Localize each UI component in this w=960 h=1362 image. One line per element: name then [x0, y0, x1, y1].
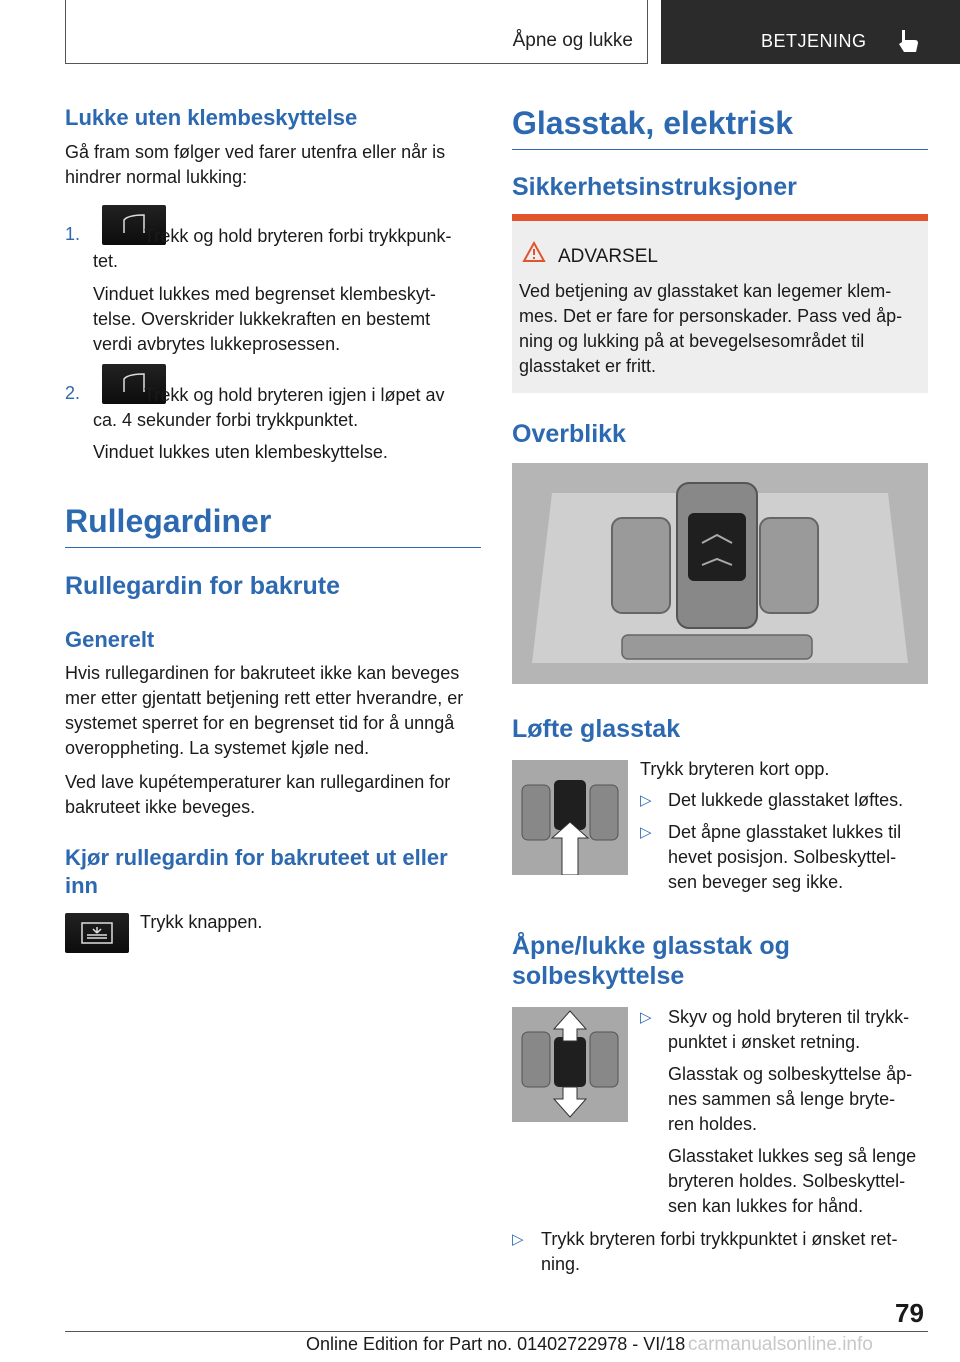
step-2-note: Vinduet lukkes uten klembeskyttelse. — [93, 442, 388, 462]
warning-text: Ved betjening av glasstaket kan legemer klem-mes. Det er fare for personskader. Pass ved åp-ning og lukking på at bevegelsesområdet til glasstaket er fritt. — [519, 281, 903, 376]
bullet-icon: ▷ — [640, 792, 652, 809]
blind-button-image — [65, 913, 129, 953]
footer-edition: Online Edition for Part no. 01402722978 - VI/18 — [306, 1334, 686, 1354]
switch-up-arrow-illustration — [512, 760, 628, 875]
warning-box — [512, 214, 928, 393]
apne-bullet-1-line-1: Skyv og hold bryteren til trykk- — [668, 1007, 910, 1027]
heading-rullegardin-bakrute: Rullegardin for bakrute — [65, 572, 341, 600]
apne-bullet-1-line-2: punktet i ønsket retning. — [668, 1032, 861, 1052]
step-1-line-a: Trekk og hold bryteren forbi trykkpunk- — [144, 226, 452, 246]
apne-note-1-line-2: nes sammen så lenge bryte- — [668, 1089, 896, 1109]
step-2-line-a: Trekk og hold bryteren igjen i løpet av — [144, 385, 445, 405]
para-lukke: Gå fram som følger ved farer utenfra eller når is hindrer normal lukking: — [65, 142, 446, 187]
bullet-icon: ▷ — [640, 824, 652, 841]
bullet-icon: ▷ — [512, 1231, 524, 1248]
trykk-forbi-line-1: Trykk bryteren forbi trykkpunktet i ønsket ret- — [541, 1229, 898, 1249]
open-close-switch-photo — [512, 1007, 628, 1122]
step-1-line-b: tet. — [93, 251, 119, 271]
heading-apne-lukke-1: Åpne/lukke glasstak og — [512, 932, 790, 960]
page-number: 79 — [895, 1298, 924, 1328]
para-generelt-1: Hvis rullegardinen for bakruteet ikke kan beveges mer etter gjentatt betjening rett etter hverandre, er systemet sperret for en begrenset tid for å unngå overoppheting. La systemet kjøle ned. — [65, 663, 464, 758]
header-chapter-box — [661, 0, 960, 64]
step-1-note-3: verdi avbrytes lukkeprosessen. — [93, 334, 341, 354]
heading-lofte-glasstak: Løfte glasstak — [512, 715, 681, 743]
apne-note-2-line-1: Glasstaket lukkes seg så lenge — [668, 1146, 917, 1166]
warning-title: ADVARSEL — [558, 246, 658, 267]
header-chapter: BETJENING — [761, 31, 867, 51]
footer-divider — [65, 1331, 928, 1332]
step-1-note-2: telse. Overskrider lukkekraften en bestemt — [93, 309, 431, 329]
step-1-note-1: Vinduet lukkes med begrenset klembeskyt- — [93, 284, 436, 304]
step-2-number: 2. — [65, 383, 81, 403]
switch-up-down-arrow-illustration — [512, 1007, 628, 1122]
lift-switch-photo — [512, 760, 628, 875]
header-section-box — [65, 0, 648, 64]
heading-apne-lukke-2: solbeskyttelse — [512, 962, 685, 990]
para-trykk-knappen: Trykk knappen. — [140, 912, 263, 932]
overhead-control-photo — [512, 463, 928, 684]
heading-rullegardiner: Rullegardiner — [65, 501, 481, 548]
roof-console-illustration — [512, 463, 928, 684]
heading-glasstak: Glasstak, elektrisk — [512, 103, 928, 150]
lofte-bullet-2-line-2: hevet posisjon. Solbeskyttel- — [668, 847, 897, 867]
apne-note-2-line-3: sen kan lukkes for hånd. — [668, 1196, 864, 1216]
lofte-bullet-1: Det lukkede glasstaket løftes. — [668, 790, 904, 810]
para-generelt-2: Ved lave kupétemperaturer kan rullegardinen for bakruteet ikke beveges. — [65, 772, 451, 817]
hand-pointer-icon — [896, 28, 920, 54]
warning-triangle-icon — [522, 241, 546, 263]
bullet-icon: ▷ — [640, 1009, 652, 1026]
lofte-bullet-2-line-1: Det åpne glasstaket lukkes til — [668, 822, 902, 842]
trykk-forbi-line-2: ning. — [541, 1254, 581, 1274]
step-2-line-b: ca. 4 sekunder forbi trykkpunktet. — [93, 410, 359, 430]
apne-note-2-line-2: bryteren holdes. Solbeskyttel- — [668, 1171, 906, 1191]
rear-blind-icon — [65, 913, 129, 953]
apne-note-1-line-3: ren holdes. — [668, 1114, 758, 1134]
heading-generelt: Generelt — [65, 627, 155, 652]
step-1-number: 1. — [65, 224, 81, 244]
lofte-bullet-2-line-3: sen beveger seg ikke. — [668, 872, 844, 892]
heading-lukke: Lukke uten klembeskyttelse — [65, 105, 358, 130]
heading-kjor-rullegardin: Kjør rullegardin for bakruteet ut eller inn — [65, 845, 448, 898]
para-lofte: Trykk bryteren kort opp. — [640, 759, 830, 779]
heading-sikkerhet: Sikkerhetsinstruksjoner — [512, 173, 797, 201]
heading-overblikk: Overblikk — [512, 420, 626, 448]
header-section: Åpne og lukke — [512, 30, 633, 51]
apne-note-1-line-1: Glasstak og solbeskyttelse åp- — [668, 1064, 913, 1084]
footer-watermark: carmanualsonline.info — [688, 1334, 873, 1355]
